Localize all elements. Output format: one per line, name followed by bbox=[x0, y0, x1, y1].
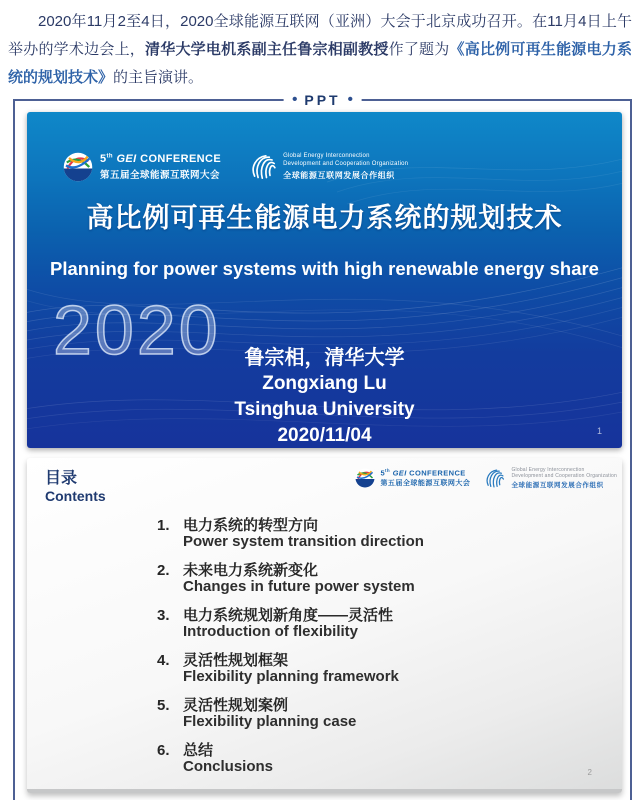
intro-text-3: 的主旨演讲。 bbox=[113, 69, 204, 86]
item-number: 2. bbox=[157, 562, 170, 579]
item-title-cn: 总结 bbox=[183, 742, 214, 759]
ppt-label-text: PPT bbox=[304, 92, 341, 108]
geidco-en-line2: Development and Cooperation Organization bbox=[283, 160, 409, 167]
gei-conference-logo-text bbox=[380, 468, 470, 489]
slide1-page-number: 1 bbox=[596, 426, 602, 436]
item-title-cn: 电力系统规划新角度——灵活性 bbox=[183, 607, 394, 624]
item-number: 4. bbox=[157, 652, 170, 669]
bullet-icon: • bbox=[347, 91, 353, 108]
gei-logo-line1: 5th GEI CONFERENCE bbox=[380, 467, 466, 478]
ppt-slides-panel bbox=[13, 91, 632, 800]
item-number: 6. bbox=[157, 742, 170, 759]
contents-item-3 bbox=[157, 608, 424, 640]
item-title-cn: 电力系统的转型方向 bbox=[183, 517, 319, 534]
item-number: 5. bbox=[157, 697, 170, 714]
gei-conference-logo-icon bbox=[355, 468, 375, 488]
item-number: 3. bbox=[157, 607, 170, 624]
speaker-name-en: Zongxiang Lu bbox=[262, 373, 387, 394]
item-title-en: Conclusions bbox=[183, 758, 274, 775]
slide2-page-number: 2 bbox=[587, 768, 592, 777]
contents-heading bbox=[45, 470, 106, 505]
year-2020-graphic: 2020 bbox=[53, 291, 221, 369]
intro-paragraph bbox=[8, 8, 632, 92]
speaker-block bbox=[27, 345, 622, 448]
speaker-name-cn: 鲁宗相，清华大学 bbox=[244, 347, 405, 369]
contents-slide bbox=[27, 458, 622, 793]
gei-logo-line2: 第五届全球能源互联网大会 bbox=[380, 480, 471, 488]
contents-item-2 bbox=[157, 563, 424, 595]
contents-heading-cn: 目录 bbox=[45, 470, 78, 487]
item-title-en: Power system transition direction bbox=[183, 533, 424, 550]
geidco-logo-text bbox=[511, 467, 617, 489]
item-title-cn: 未来电力系统新变化 bbox=[183, 562, 319, 579]
item-title-cn: 灵活性规划案例 bbox=[183, 697, 289, 714]
gei-logo-line2: 第五届全球能源互联网大会 bbox=[100, 170, 221, 181]
contents-list bbox=[157, 518, 424, 788]
item-number: 1. bbox=[157, 517, 170, 534]
title-slide bbox=[27, 112, 622, 448]
item-title-en: Flexibility planning case bbox=[183, 713, 357, 730]
contents-item-4 bbox=[157, 653, 424, 685]
geidco-en-line1: Global Energy Interconnection bbox=[283, 153, 370, 159]
item-title-en: Flexibility planning framework bbox=[183, 668, 399, 685]
bullet-icon: • bbox=[292, 91, 298, 108]
slide1-title-cn: 高比例可再生能源电力系统的规划技术 bbox=[86, 203, 563, 233]
speaker-highlight: 清华大学电机系副主任鲁宗相副教授 bbox=[145, 41, 389, 58]
geidco-en-line1: Global Energy Interconnection bbox=[511, 467, 585, 473]
presentation-date: 2020/11/04 bbox=[277, 425, 372, 446]
contents-item-1 bbox=[157, 518, 424, 550]
intro-text-2: 作了题为 bbox=[388, 41, 450, 58]
item-title-en: Changes in future power system bbox=[183, 578, 415, 595]
gei-conference-logo-icon bbox=[63, 152, 93, 182]
geidco-en-line2: Development and Cooperation Organization bbox=[511, 473, 617, 479]
geidco-cn-line: 全球能源互联网发展合作组织 bbox=[511, 482, 604, 489]
slide1-logo-bar bbox=[63, 152, 408, 182]
globe-icon bbox=[484, 468, 505, 489]
ppt-divider-label bbox=[283, 90, 362, 110]
geidco-logo bbox=[484, 467, 617, 489]
globe-icon bbox=[249, 153, 277, 181]
talk-title-highlight: 《高比例可再生能源电力系统的规划技术》 bbox=[8, 41, 632, 86]
gei-conference-logo-text bbox=[100, 153, 221, 181]
item-title-en: Introduction of flexibility bbox=[183, 623, 358, 640]
slide2-logo-bar bbox=[355, 467, 617, 489]
contents-item-5 bbox=[157, 698, 424, 730]
geidco-cn-line: 全球能源互联网发展合作组织 bbox=[283, 171, 395, 180]
article-intro-section bbox=[0, 0, 640, 92]
gei-logo-line1: 5th GEI CONFERENCE bbox=[100, 153, 222, 165]
intro-text-1: 2020年11月2至4日，2020全球能源互联网（亚洲）大会于北京成功召开。在11月4日上午举办的学术边会上， bbox=[8, 13, 632, 58]
speaker-affiliation: Tsinghua University bbox=[234, 399, 415, 420]
contents-heading-en: Contents bbox=[45, 488, 106, 504]
geidco-logo-text bbox=[283, 153, 408, 181]
item-title-cn: 灵活性规划框架 bbox=[183, 652, 289, 669]
slide1-title-en: Planning for power systems with high renewable energy share bbox=[50, 258, 599, 279]
geidco-logo bbox=[249, 153, 408, 181]
contents-item-6 bbox=[157, 743, 424, 775]
